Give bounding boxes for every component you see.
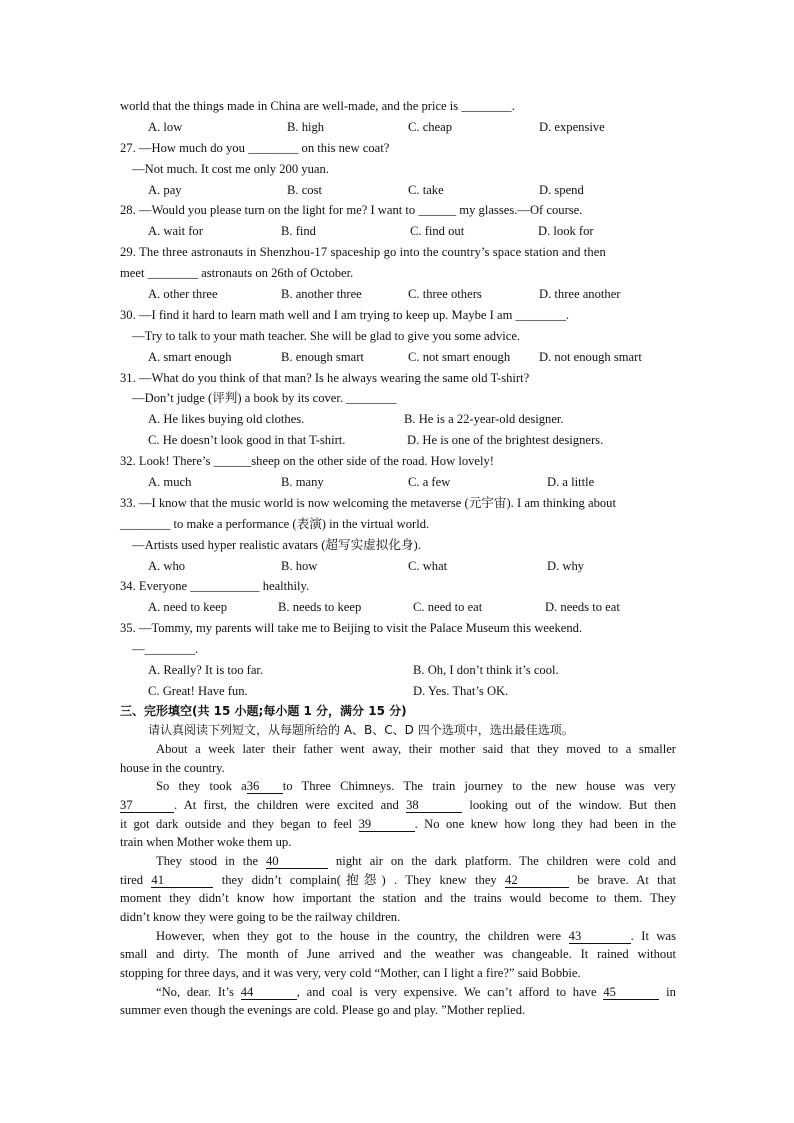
passage-line: However, when they got to the house in the country, the children were 43 . It was [156,928,676,943]
q33-option-c[interactable]: C. what [408,558,448,573]
passage-line: house in the country. [120,760,225,775]
q29-option-b[interactable]: B. another three [281,287,362,302]
blank-44[interactable]: 44 [241,985,297,1000]
passage-line: stopping for three days, and it was very, very cold “Mother, can I light a fire?” said Bobbie. [120,966,581,981]
q27-option-b[interactable]: B. cost [287,182,322,197]
q32-option-c[interactable]: C. a few [408,475,451,490]
q32-stem: 32. Look! There’s ______sheep on the other side of the road. How lovely! [120,454,494,469]
q32-option-d[interactable]: D. a little [547,475,595,490]
q32-options [120,472,676,493]
blank-42[interactable]: 42 [505,873,569,888]
q31-reply: —Don’t judge (评判) a book by its cover. ________ [132,391,397,406]
q28-options [120,221,676,242]
q31-option-c[interactable]: C. He doesn’t look good in that T-shirt. [148,433,346,448]
passage-line: small and dirty. The month of June arrived and the weather was changeable. It rained without [120,947,676,962]
passage-line: 37 . At first, the children were excited and 38 looking out of the window. But then [120,797,676,812]
q26-stem: world that the things made in China are well-made, and the price is ________. [120,99,515,113]
blank-43[interactable]: 43 [569,929,631,944]
q27-option-a[interactable]: A. pay [148,182,182,197]
q26-option-a[interactable]: A. low [148,119,183,134]
q30-option-d[interactable]: D. not enough smart [539,349,642,364]
blank-38[interactable]: 38 [406,798,462,813]
q27-option-c[interactable]: C. take [408,182,444,197]
blank-45[interactable]: 45 [603,985,659,1000]
q30-options [120,347,676,368]
q31-options-ab [120,409,676,430]
q26-options [120,117,676,138]
q34-option-d[interactable]: D. needs to eat [545,600,620,615]
q27-option-d[interactable]: D. spend [539,182,584,197]
q34-options [120,597,676,618]
passage-line: They stood in the 40 night air on the dark platform. The children were cold and [156,853,676,868]
q32-option-b[interactable]: B. many [281,475,324,490]
q34-stem: 34. Everyone ___________ healthily. [120,579,310,594]
q35-option-b[interactable]: B. Oh, I don’t think it’s cool. [413,663,559,678]
q28-stem: 28. —Would you please turn on the light for me? I want to ______ my glasses.—Of course. [120,203,583,218]
q33-reply: —Artists used hyper realistic avatars (超写实虚拟化身). [132,537,421,552]
q26-option-b[interactable]: B. high [287,119,325,134]
q35-options-ab [120,660,676,681]
q34-option-a[interactable]: A. need to keep [148,600,228,615]
q34-option-c[interactable]: C. need to eat [413,600,483,615]
q27-options [120,180,676,201]
q29-option-c[interactable]: C. three others [408,287,482,302]
q29-stem-1: 29. The three astronauts in Shenzhou-17 spaceship go into the country’s space station and then [120,245,606,260]
q35-reply: —________. [132,642,199,657]
q34-option-b[interactable]: B. needs to keep [278,600,362,615]
blank-41[interactable]: 41 [151,873,213,888]
blank-37[interactable]: 37 [120,798,174,813]
q30-option-b[interactable]: B. enough smart [281,349,364,364]
q33-stem-1: 33. —I know that the music world is now welcoming the metaverse (元宇宙). I am thinking about [120,495,616,510]
passage-line: tired 41 they didn’t complain(抱怨) . They knew they 42 be brave. At that [120,872,676,887]
passage-line: About a week later their father went away, their mother said that they moved to a smaller [156,741,676,756]
q30-reply: —Try to talk to your math teacher. She will be glad to give you some advice. [132,328,521,343]
section-title: 三、完形填空(共 15 小题;每小题 1 分，满分 15 分) [120,703,407,718]
blank-39[interactable]: 39 [359,817,415,832]
section-instruction: 请认真阅读下列短文，从每题所给的 A、B、C、D 四个选项中，选出最佳选项。 [148,722,574,737]
q30-option-c[interactable]: C. not smart enough [408,349,511,364]
q35-option-d[interactable]: D. Yes. That’s OK. [413,683,509,698]
q27-reply: —Not much. It cost me only 200 yuan. [132,161,329,176]
q29-stem-2: meet ________ astronauts on 26th of October. [120,266,354,281]
q31-option-a[interactable]: A. He likes buying old clothes. [148,412,305,427]
passage-line: moment they didn’t know how important the station and the trains would become to them. They [120,891,676,906]
q28-option-a[interactable]: A. wait for [148,224,203,239]
q33-stem-2: ________ to make a performance (表演) in the virtual world. [120,516,430,531]
q32-option-a[interactable]: A. much [148,475,192,490]
q31-option-b[interactable]: B. He is a 22-year-old designer. [404,412,564,427]
q33-option-d[interactable]: D. why [547,558,585,573]
cloze-passage [120,740,676,1020]
q31-options-cd [120,430,676,451]
q28-option-c[interactable]: C. find out [410,224,465,239]
q29-option-a[interactable]: A. other three [148,287,218,302]
blank-40[interactable]: 40 [266,854,328,869]
q35-stem: 35. —Tommy, my parents will take me to Beijing to visit the Palace Museum this weekend. [120,621,583,636]
passage-line: train when Mother woke them up. [120,835,292,850]
q30-option-a[interactable]: A. smart enough [148,349,232,364]
q33-option-a[interactable]: A. who [148,558,186,573]
q35-options-cd [120,681,676,702]
q26-option-d[interactable]: D. expensive [539,119,605,134]
q35-option-c[interactable]: C. Great! Have fun. [148,683,248,698]
passage-line: So they took a36 to Three Chimneys. The train journey to the new house was very [156,779,676,794]
q35-option-a[interactable]: A. Really? It is too far. [148,663,264,678]
passage-line: it got dark outside and they began to feel 39 . No one knew how long they had been in the [120,816,676,831]
q28-option-b[interactable]: B. find [281,224,316,239]
q28-option-d[interactable]: D. look for [538,224,594,239]
q31-stem: 31. —What do you think of that man? Is he always wearing the same old T-shirt? [120,370,530,385]
q31-option-d[interactable]: D. He is one of the brightest designers. [407,433,604,448]
blank-36[interactable]: 36 [247,779,283,794]
q29-option-d[interactable]: D. three another [539,287,621,302]
passage-line: didn’t know they were going to be the railway children. [120,910,401,925]
exam-content [120,96,676,1020]
q27-stem: 27. —How much do you ________ on this new coat? [120,140,390,155]
q26-option-c[interactable]: C. cheap [408,119,453,134]
q33-options [120,556,676,577]
q30-stem: 30. —I find it hard to learn math well and I am trying to keep up. Maybe I am ________. [120,307,570,322]
q33-option-b[interactable]: B. how [281,558,318,573]
passage-line: summer even though the evenings are cold. Please go and play. ”Mother replied. [120,1003,526,1018]
passage-line: “No, dear. It’s 44 , and coal is very expensive. We can’t afford to have 45 in [156,984,676,999]
q29-options [120,284,676,305]
